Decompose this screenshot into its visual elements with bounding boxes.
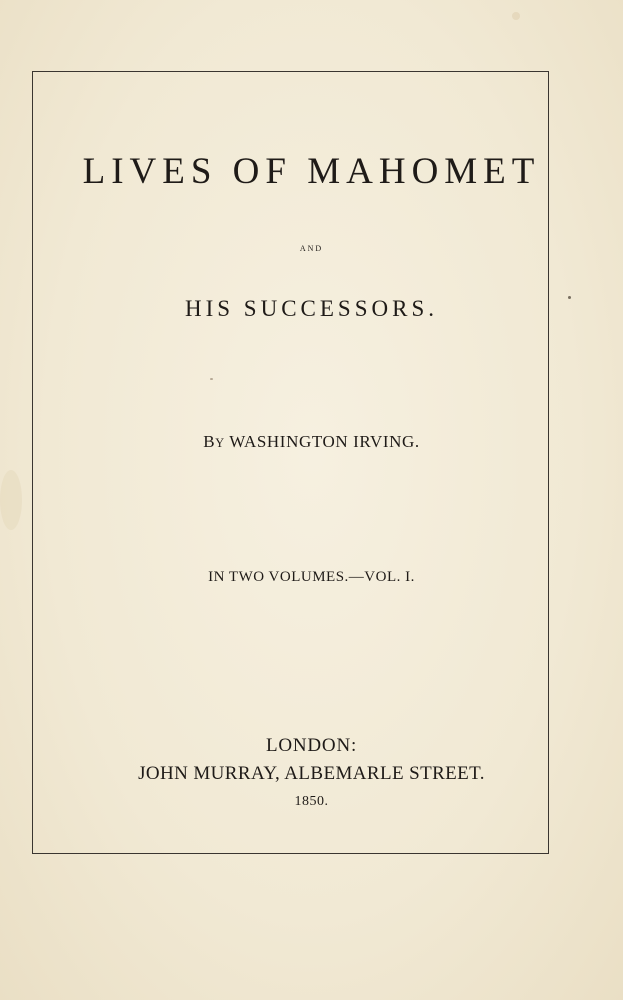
author-name: WASHINGTON IRVING.	[229, 432, 420, 451]
book-title-line-1: LIVES OF MAHOMET	[82, 151, 541, 192]
title-conjunction: AND	[299, 244, 324, 253]
imprint-year: 1850.	[294, 794, 329, 809]
book-title-line-2: HIS SUCCESSORS.	[184, 296, 439, 321]
author-prefix-initial: B	[203, 432, 216, 451]
author-prefix-rest: Y	[215, 436, 225, 450]
imprint-publisher: JOHN MURRAY, ALBEMARLE STREET.	[138, 763, 485, 784]
imprint-city: LONDON:	[265, 735, 358, 756]
paper-stain	[0, 470, 22, 530]
volume-statement: IN TWO VOLUMES.—VOL. I.	[208, 569, 415, 585]
author-line	[0, 431, 623, 454]
paper-stain	[512, 12, 520, 20]
